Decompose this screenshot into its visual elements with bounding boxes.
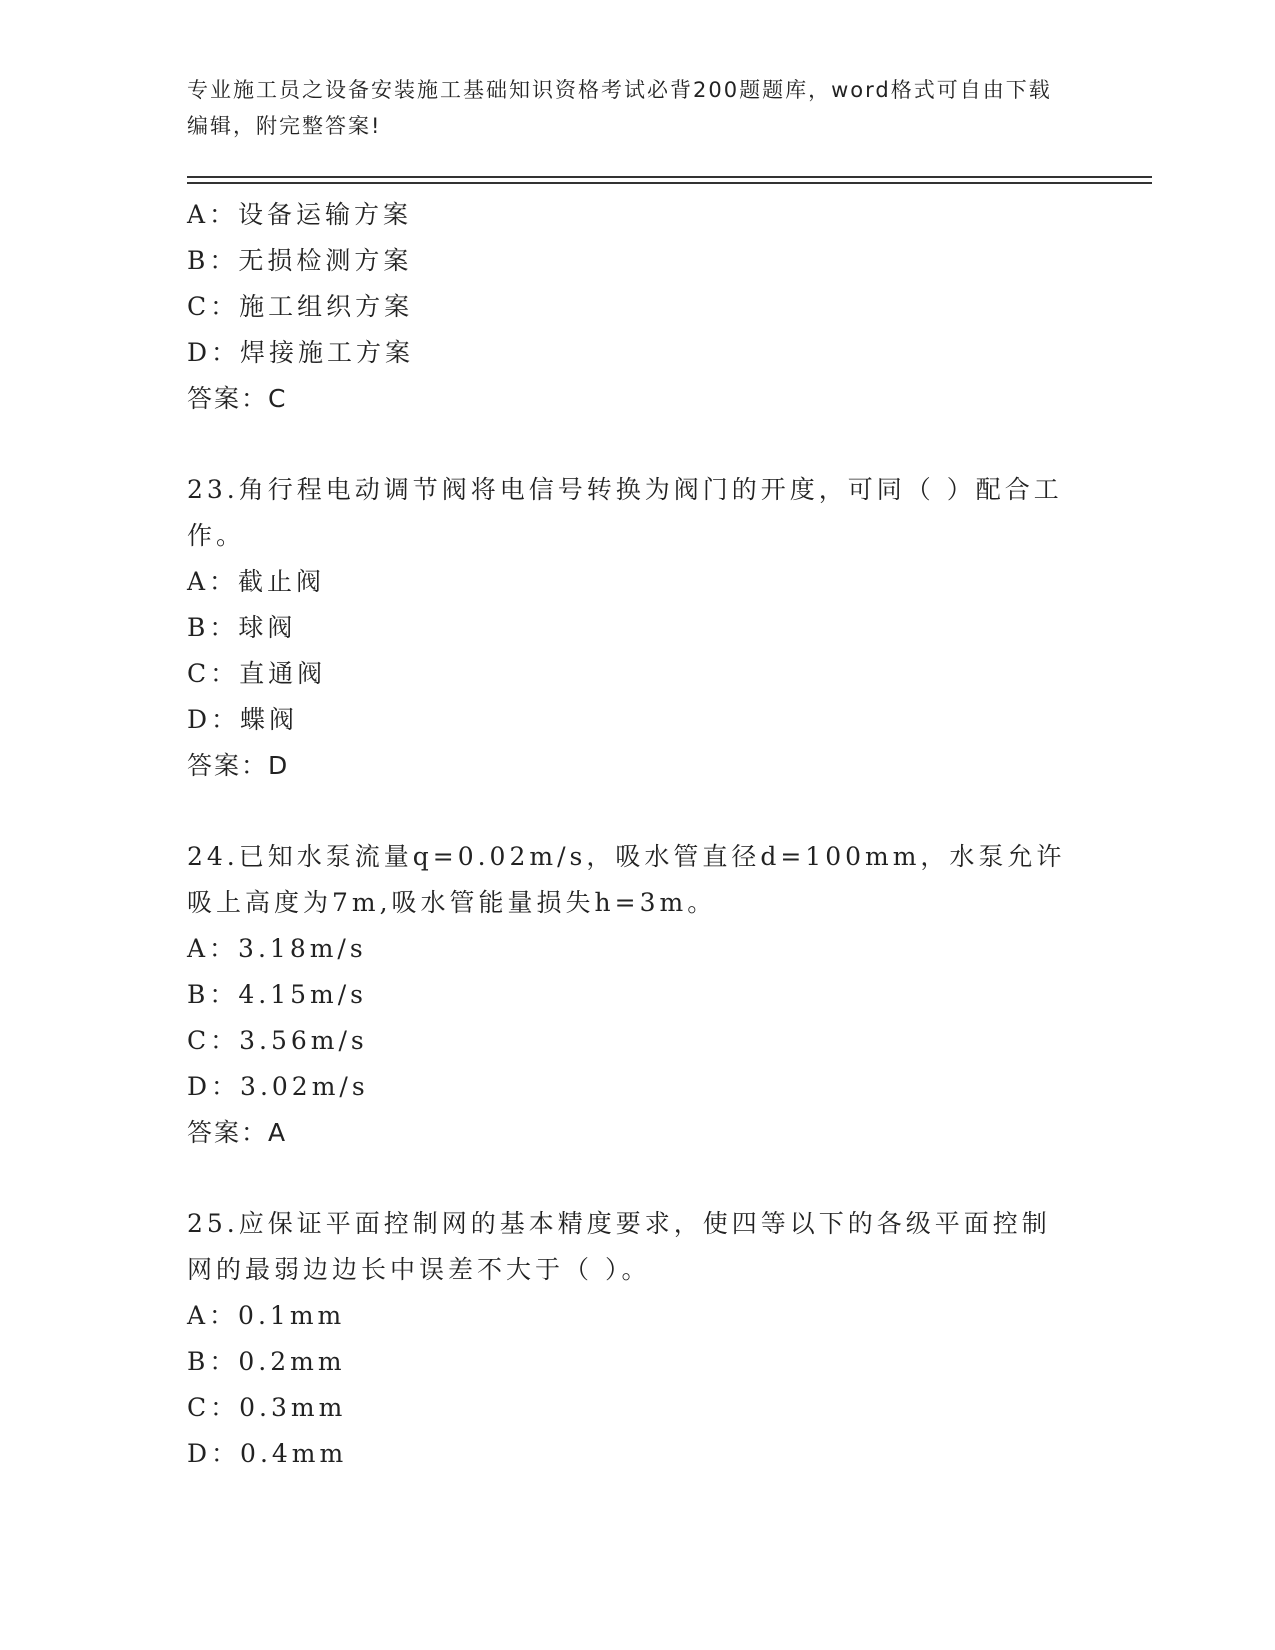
option-a: A：设备运输方案 [187,200,413,229]
option-d: D：蝶阀 [187,705,299,734]
option-d: D：3.02m/s [187,1072,369,1101]
option-b: B：球阀 [187,613,297,642]
option-a: A：3.18m/s [187,934,367,963]
question-block-22 [187,192,1087,422]
question-block-24 [187,834,1087,1156]
question-text: 23.角行程电动调节阀将电信号转换为阀门的开度，可同（ ）配合工作。 [187,475,1063,550]
option-a: A：0.1mm [187,1301,346,1330]
header-rule-top [187,176,1152,178]
document-header: 专业施工员之设备安装施工基础知识资格考试必背200题题库，word格式可自由下载编辑，附完整答案! [187,78,1052,138]
question-text: 25.应保证平面控制网的基本精度要求，使四等以下的各级平面控制网的最弱边边长中误差不大于（ ）。 [187,1209,1051,1284]
question-block-23 [187,467,1087,789]
header-rule-bottom [187,182,1152,184]
answer-line: 答案：D [187,751,290,780]
option-d: D：焊接施工方案 [187,338,415,367]
question-text: 24.已知水泵流量q=0.02m/s，吸水管直径d=100mm，水泵允许吸上高度为7m,吸水管能量损失h=3m。 [187,842,1066,917]
option-b: B：无损检测方案 [187,246,413,275]
option-c: C：施工组织方案 [187,292,414,321]
answer-line: 答案：C [187,384,288,413]
option-d: D：0.4mm [187,1439,348,1468]
question-list [187,192,1087,1477]
option-c: C：0.3mm [187,1393,347,1422]
option-b: B：4.15m/s [187,980,367,1009]
option-b: B：0.2mm [187,1347,346,1376]
answer-line: 答案：A [187,1118,288,1147]
option-c: C：3.56m/s [187,1026,368,1055]
option-a: A：截止阀 [187,567,326,596]
question-block-25 [187,1201,1087,1477]
option-c: C：直通阀 [187,659,327,688]
